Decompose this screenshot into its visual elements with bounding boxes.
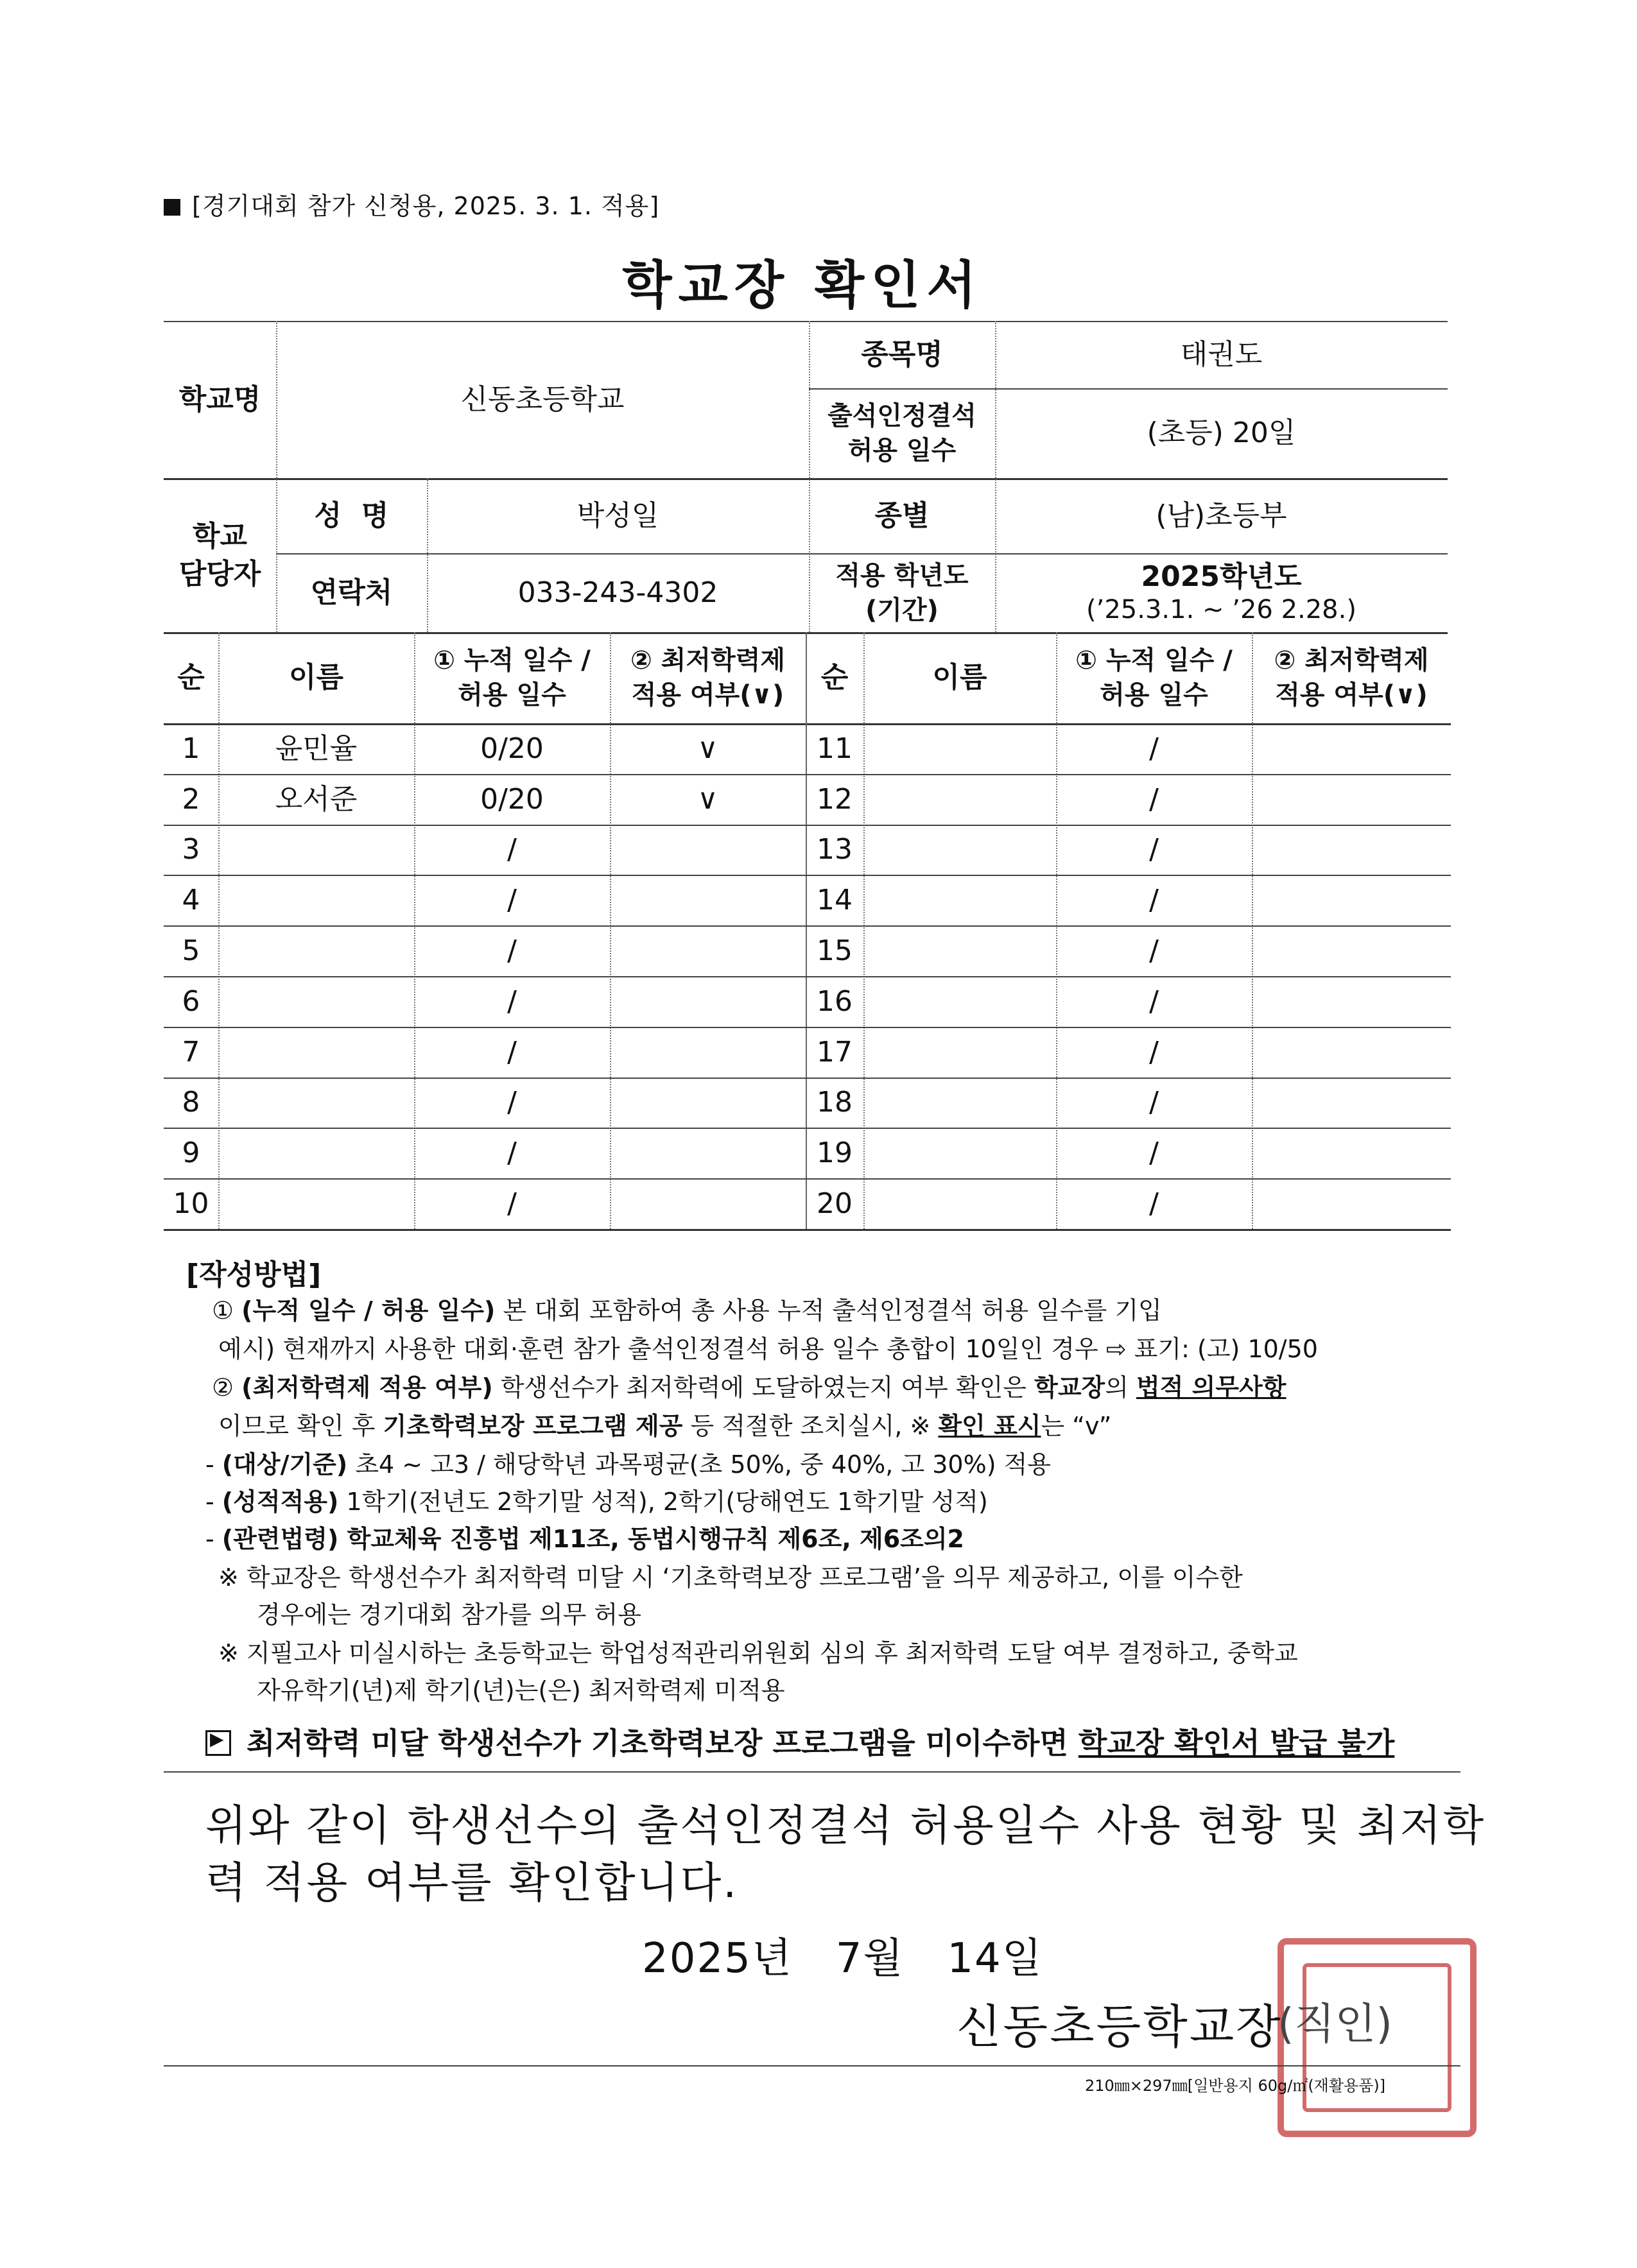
instruction-2-line2 bbox=[218, 1412, 1112, 1441]
final-note bbox=[205, 1720, 1394, 1762]
row-student-name bbox=[218, 825, 414, 875]
row-student-name bbox=[863, 825, 1056, 875]
row-number: 15 bbox=[817, 934, 853, 967]
row-days: / bbox=[1149, 884, 1159, 917]
col-header-min-line2: 적용 여부(∨) bbox=[631, 680, 784, 710]
row-student-name bbox=[218, 976, 414, 1027]
name-label: 성 명 bbox=[314, 499, 389, 532]
detail-target-text: 초4 ~ 고3 / 해당학년 과목평균(초 50%, 중 40%, 고 30%) 적용 bbox=[347, 1450, 1052, 1479]
year-label bbox=[809, 553, 995, 632]
final-note-text: 최저학력 미달 학생선수가 기초학력보장 프로그램을 미이수하면 bbox=[247, 1726, 1078, 1760]
col-header-days-right-line2: 허용 일수 bbox=[1100, 680, 1208, 710]
row-student-name bbox=[218, 1178, 414, 1229]
row-min-check bbox=[1252, 825, 1451, 875]
detail-target bbox=[205, 1450, 1051, 1480]
row-student-name bbox=[863, 1128, 1056, 1178]
row-min-check bbox=[1252, 925, 1451, 976]
row-min-check bbox=[1252, 1178, 1451, 1229]
row-student-name bbox=[863, 1027, 1056, 1078]
contact-value: 033-243-4302 bbox=[517, 576, 718, 609]
row-days: 0/20 bbox=[480, 782, 544, 816]
col-header-days-right-line1: ① 누적 일수 / bbox=[1075, 646, 1233, 675]
row-number: 5 bbox=[182, 934, 200, 967]
note-2-line1: ※ 지필고사 미실시하는 초등학교는 학업성적관리위원회 심의 후 최저학력 도달 여부 결정하고, 중학교 bbox=[218, 1639, 1298, 1667]
row-number: 12 bbox=[817, 782, 853, 816]
row-student-name bbox=[218, 1128, 414, 1178]
row-number: 20 bbox=[817, 1187, 853, 1220]
detail-law-text: 학교체육 진흥법 제11조, 동법시행규칙 제6조, 제6조의2 bbox=[338, 1525, 964, 1553]
confirmation-text: 위와 같이 학생선수의 출석인정결석 허용일수 사용 현황 및 최저학력 적용 여부를 확인합니다. bbox=[205, 1801, 1486, 1908]
absence-label-line2: 허용 일수 bbox=[847, 436, 957, 465]
row-student-name bbox=[863, 925, 1056, 976]
instruction-1-title: (누적 일수 / 허용 일수) bbox=[241, 1296, 496, 1325]
year-value bbox=[995, 553, 1448, 632]
row-min-check bbox=[610, 976, 806, 1027]
seal-label: (직인) bbox=[1278, 1999, 1393, 2049]
col-header-min bbox=[610, 632, 806, 723]
row-number: 1 bbox=[182, 732, 200, 765]
instruction-1 bbox=[212, 1296, 1162, 1326]
instruction-2-line2-c: 등 적절한 조치실시, ※ bbox=[682, 1412, 939, 1440]
divider bbox=[164, 1771, 1460, 1773]
document-title: 학교장 확인서 bbox=[622, 255, 983, 315]
dash-mark: - bbox=[205, 1525, 222, 1553]
header-tag-text: [경기대회 참가 신청용, 2025. 3. 1. 적용] bbox=[192, 192, 660, 220]
instruction-2-line2-d: 확인 표시 bbox=[938, 1412, 1041, 1440]
date-month: 7월 bbox=[835, 1935, 905, 1982]
detail-grade bbox=[205, 1488, 988, 1517]
row-number: 11 bbox=[817, 732, 853, 765]
col-header-min-right-line1: ② 최저학력제 bbox=[1274, 646, 1429, 675]
row-days: / bbox=[507, 984, 517, 1018]
row-min-check bbox=[1252, 1128, 1451, 1178]
row-min-check bbox=[1252, 723, 1451, 774]
row-days: / bbox=[507, 1137, 517, 1170]
col-header-days-line1: ① 누적 일수 / bbox=[433, 646, 591, 675]
instruction-2-line2-a: 이므로 확인 후 bbox=[218, 1412, 383, 1440]
instruction-2 bbox=[212, 1373, 1286, 1403]
note-1-line1: ※ 학교장은 학생선수가 최저학력 미달 시 ‘기초학력보장 프로그램’을 의무 제공하고, 이를 이수한 bbox=[218, 1563, 1243, 1592]
col-header-no: 순 bbox=[177, 661, 205, 694]
dash-mark: - bbox=[205, 1488, 222, 1516]
name-value: 박성일 bbox=[576, 499, 659, 532]
principal-name: 신동초등학교장 bbox=[957, 2000, 1283, 2054]
instructions-heading: [작성방법] bbox=[186, 1259, 322, 1291]
contact-label: 연락처 bbox=[310, 576, 393, 609]
row-min-check bbox=[610, 925, 806, 976]
row-student-name: 오서준 bbox=[275, 782, 358, 816]
manager-label-line2: 담당자 bbox=[178, 558, 261, 590]
row-number: 13 bbox=[817, 833, 853, 866]
issue-date bbox=[642, 1925, 1043, 1984]
row-student-name bbox=[863, 1078, 1056, 1128]
col-header-min-line1: ② 최저학력제 bbox=[630, 646, 785, 675]
row-min-check bbox=[1252, 875, 1451, 925]
row-student-name bbox=[218, 875, 414, 925]
col-header-no-right: 순 bbox=[820, 661, 849, 694]
row-min-check bbox=[610, 1078, 806, 1128]
col-header-days bbox=[414, 632, 610, 723]
row-min-check bbox=[610, 875, 806, 925]
instruction-2-line2-b: 기초학력보장 프로그램 제공 bbox=[383, 1412, 683, 1440]
note-2-line2: 자유학기(년)제 학기(년)는(은) 최저학력제 미적용 bbox=[257, 1676, 785, 1705]
detail-law-title: (관련법령) bbox=[221, 1525, 339, 1553]
col-header-name: 이름 bbox=[288, 661, 343, 694]
row-student-name bbox=[863, 1178, 1056, 1229]
instruction-2-text-d: 법적 의무사항 bbox=[1136, 1373, 1286, 1402]
row-days: / bbox=[507, 1187, 517, 1220]
row-days: / bbox=[1149, 1187, 1159, 1220]
row-days: / bbox=[507, 884, 517, 917]
dash-mark: - bbox=[205, 1450, 222, 1479]
col-header-days-line2: 허용 일수 bbox=[458, 680, 566, 710]
arrow-box-icon bbox=[205, 1730, 231, 1756]
year-label-line2: (기간) bbox=[865, 595, 939, 625]
date-day: 14일 bbox=[947, 1935, 1043, 1982]
row-days: / bbox=[1149, 1086, 1159, 1119]
row-days: / bbox=[507, 833, 517, 866]
final-note-emphasis: 학교장 확인서 발급 불가 bbox=[1078, 1726, 1395, 1760]
instruction-2-line2-e: 는 “v” bbox=[1041, 1412, 1112, 1440]
row-number: 16 bbox=[817, 984, 853, 1018]
sport-value: 태권도 bbox=[1180, 338, 1263, 371]
row-number: 3 bbox=[182, 833, 200, 866]
row-min-check bbox=[610, 1027, 806, 1078]
row-min-check bbox=[610, 1128, 806, 1178]
row-number: 19 bbox=[817, 1137, 853, 1170]
row-number: 8 bbox=[182, 1086, 200, 1119]
detail-grade-title: (성적적용) bbox=[221, 1488, 339, 1516]
school-label: 학교명 bbox=[178, 382, 261, 416]
year-value-line1: 2025학년도 bbox=[1141, 560, 1302, 594]
row-min-check bbox=[1252, 976, 1451, 1027]
row-days: / bbox=[507, 934, 517, 967]
manager-label bbox=[164, 478, 276, 632]
row-min-check: ∨ bbox=[697, 782, 718, 816]
row-days: / bbox=[1149, 934, 1159, 967]
row-min-check bbox=[1252, 1078, 1451, 1128]
year-value-line2: (’25.3.1. ~ ’26 2.28.) bbox=[1086, 594, 1356, 624]
row-student-name bbox=[863, 774, 1056, 825]
row-student-name bbox=[218, 1078, 414, 1128]
row-days: 0/20 bbox=[480, 732, 544, 765]
bottom-divider bbox=[164, 2065, 1460, 2066]
col-header-min-right bbox=[1252, 632, 1451, 723]
detail-law bbox=[205, 1525, 964, 1554]
row-student-name bbox=[863, 723, 1056, 774]
row-student-name: 윤민율 bbox=[275, 732, 358, 765]
row-days: / bbox=[507, 1035, 517, 1069]
row-student-name bbox=[218, 1027, 414, 1078]
row-student-name bbox=[863, 976, 1056, 1027]
row-min-check bbox=[610, 1178, 806, 1229]
absence-value: (초등) 20일 bbox=[1147, 417, 1296, 450]
row-number: 6 bbox=[182, 984, 200, 1018]
instruction-1-number: ① bbox=[212, 1296, 234, 1325]
document-category bbox=[164, 186, 659, 221]
note-1-line2: 경우에는 경기대회 참가를 의무 허용 bbox=[257, 1601, 641, 1629]
row-days: / bbox=[1149, 732, 1159, 765]
row-student-name bbox=[863, 875, 1056, 925]
col-header-days-right bbox=[1056, 632, 1252, 723]
row-number: 10 bbox=[173, 1187, 209, 1220]
paper-spec: 210㎜×297㎜[일반용지 60g/㎡(재활용품)] bbox=[1085, 2077, 1386, 2095]
row-number: 18 bbox=[817, 1086, 853, 1119]
sport-label: 종목명 bbox=[861, 338, 943, 371]
row-number: 14 bbox=[817, 884, 853, 917]
row-number: 17 bbox=[817, 1035, 853, 1069]
row-number: 2 bbox=[182, 782, 200, 816]
instruction-1-example: 예시) 현재까지 사용한 대회·훈련 참가 출석인정결석 허용 일수 총합이 10일인 경우 ⇨ 표기: (고) 10/50 bbox=[218, 1335, 1318, 1363]
instruction-2-text-a: 학생선수가 최저학력에 도달하였는지 여부 확인은 bbox=[492, 1373, 1035, 1402]
instruction-2-title: (최저학력제 적용 여부) bbox=[241, 1373, 493, 1402]
instruction-1-text: 본 대회 포함하여 총 사용 누적 출석인정결석 허용 일수를 기입 bbox=[495, 1296, 1162, 1325]
row-number: 7 bbox=[182, 1035, 200, 1069]
row-number: 4 bbox=[182, 884, 200, 917]
detail-target-title: (대상/기준) bbox=[221, 1450, 348, 1479]
row-student-name bbox=[218, 925, 414, 976]
detail-grade-text: 1학기(전년도 2학기말 성적), 2학기(당해연도 1학기말 성적) bbox=[338, 1488, 988, 1516]
col-header-min-right-line2: 적용 여부(∨) bbox=[1275, 680, 1428, 710]
row-days: / bbox=[1149, 984, 1159, 1018]
row-min-check: ∨ bbox=[697, 732, 718, 765]
date-year: 2025년 bbox=[642, 1935, 793, 1982]
row-min-check bbox=[1252, 1027, 1451, 1078]
row-min-check bbox=[610, 825, 806, 875]
absence-label-line1: 출석인정결석 bbox=[827, 401, 976, 431]
instruction-2-text-b: 학교장 bbox=[1034, 1373, 1105, 1402]
row-days: / bbox=[1149, 833, 1159, 866]
row-days: / bbox=[507, 1086, 517, 1119]
school-value: 신동초등학교 bbox=[460, 382, 625, 416]
gender-value: (남)초등부 bbox=[1156, 499, 1287, 532]
black-square-icon bbox=[164, 199, 180, 216]
row-number: 9 bbox=[182, 1137, 200, 1170]
instruction-2-text-c: 의 bbox=[1105, 1373, 1137, 1402]
absence-label bbox=[809, 388, 995, 478]
manager-label-line1: 학교 bbox=[192, 519, 247, 553]
row-days: / bbox=[1149, 782, 1159, 816]
row-days: / bbox=[1149, 1137, 1159, 1170]
year-label-line1: 적용 학년도 bbox=[835, 560, 969, 590]
col-header-name-right: 이름 bbox=[932, 661, 987, 694]
row-days: / bbox=[1149, 1035, 1159, 1069]
instruction-2-number: ② bbox=[212, 1373, 234, 1402]
row-min-check bbox=[1252, 774, 1451, 825]
gender-label: 종별 bbox=[874, 499, 930, 532]
